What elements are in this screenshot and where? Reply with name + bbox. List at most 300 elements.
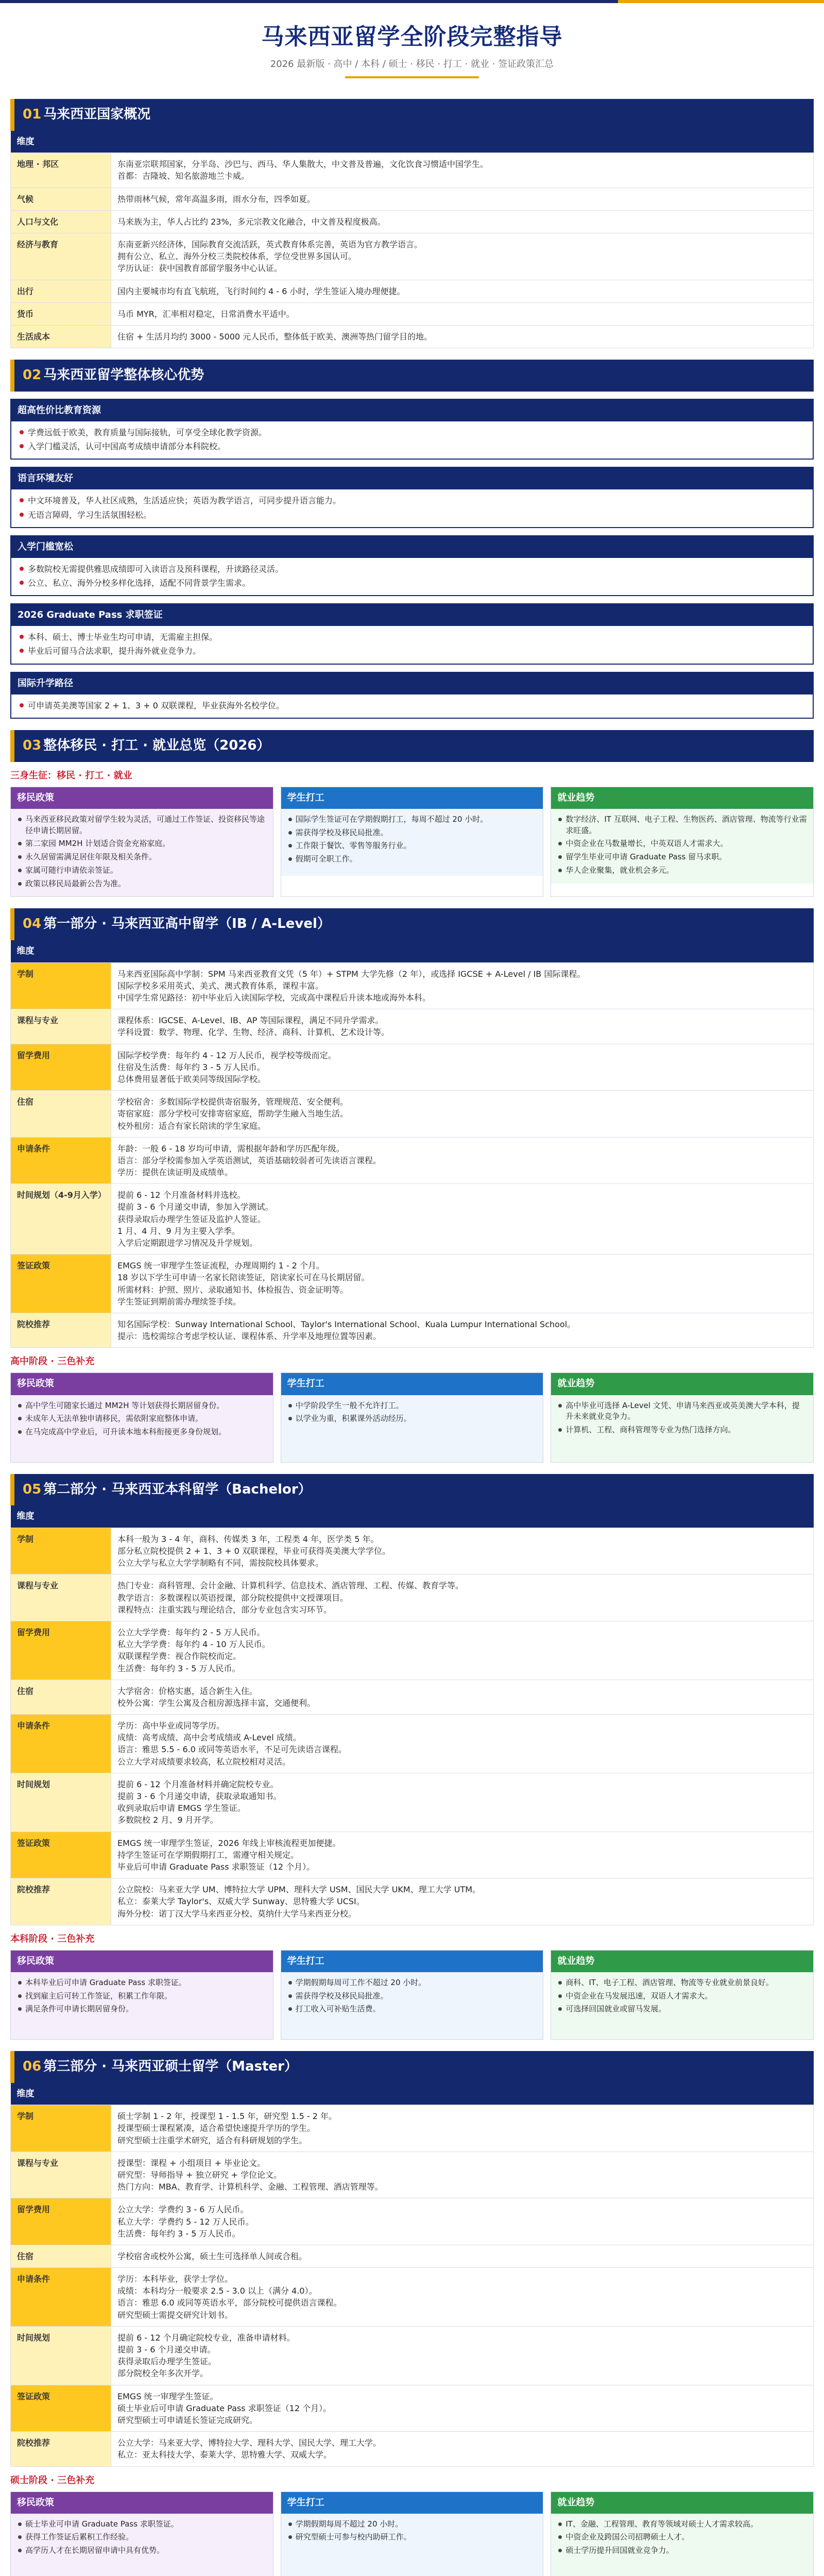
section-title-text: 第二部分 · 马来西亚本科留学（Bachelor）	[43, 1481, 312, 1497]
row-value-line: 语言：雅思 5.5 - 6.0 或同等英语水平，不足可先读语言课程。	[117, 1744, 347, 1755]
column-item: 数字经济、IT 互联网、电子工程、生物医药、酒店管理、物流等行业需求旺盛。	[557, 813, 807, 838]
row-key: 住宿	[11, 1680, 111, 1714]
column-item: 需获得学校及移民局批准。	[287, 826, 537, 840]
section-number: 01	[23, 106, 42, 122]
info-table-overview	[10, 131, 814, 349]
row-value	[111, 1528, 814, 1574]
row-value-line: 提前 6 - 12 个月准备材料并选校。	[117, 1190, 246, 1200]
row-value-line: 寄宿家庭：部分学校可安排寄宿家庭，帮助学生融入当地生活。	[117, 1109, 349, 1119]
row-value-line: 首都：吉隆坡、知名旅游地兰卡威。	[117, 171, 250, 181]
table-row	[11, 302, 814, 325]
row-value	[111, 1680, 814, 1714]
advantage-item: 可申请英美澳等国家 2 + 1、3 + 0 双联课程，毕业获海外名校学位。	[19, 699, 805, 713]
row-value-line: 获得录取后办理学生签证及监护人签证。	[117, 1214, 266, 1224]
column-item: 硕士毕业可申请 Graduate Pass 求职签证。	[17, 2518, 267, 2531]
row-value-line: 中国学生常见路径：初中毕业后入读国际学校，完成高中课程后升读本地或海外本科。	[117, 993, 431, 1003]
column-heading: 学生打工	[281, 787, 543, 809]
column-body	[11, 809, 273, 897]
row-value	[111, 233, 814, 280]
column-item: 中学阶段学生一般不允许打工。	[287, 1399, 537, 1413]
advantage-list	[11, 626, 813, 663]
info-table-bachelor	[10, 1505, 814, 1925]
column-item: 假期可全职工作。	[287, 853, 537, 866]
column-body	[551, 2514, 813, 2576]
table-head-cell: 维度	[11, 2083, 814, 2105]
guide-page	[10, 3, 814, 2576]
row-key: 地理 · 邦区	[11, 153, 111, 188]
row-value-line: 总体费用显著低于欧美同等级国际学校。	[117, 1074, 266, 1084]
section-number: 03	[23, 737, 42, 753]
row-key: 学制	[11, 2105, 111, 2152]
row-value-line: 研究型：导师指导 + 独立研究 + 学位论文。	[117, 2170, 282, 2180]
column-immigration	[10, 1372, 273, 1462]
row-value-line: 公立院校：马来亚大学 UM、博特拉大学 UPM、理科大学 USM、国民大学 UKM、理工大学 UTM。	[117, 1885, 481, 1895]
table-row	[11, 1009, 814, 1044]
row-value-line: 双联课程学费：视合作院校而定。	[117, 1651, 242, 1662]
row-value-line: 部分私立院校提供 2 + 1、3 + 0 双联课程，毕业可获得英美澳大学学位。	[117, 1546, 391, 1556]
section-title-highschool	[10, 908, 814, 940]
column-item: 硕士学历提升回国就业竞争力。	[557, 2544, 807, 2557]
row-value	[111, 2198, 814, 2245]
row-value	[111, 2385, 814, 2432]
section-title-master	[10, 2051, 814, 2083]
column-item: 需获得学校及移民局批准。	[287, 1990, 537, 2003]
table-row	[11, 1255, 814, 1313]
row-value-line: 1 月、4 月、9 月为主要入学季。	[117, 1226, 240, 1236]
table-row	[11, 1184, 814, 1255]
column-item: 高中学生可随家长通过 MM2H 等计划获得长期居留身份。	[17, 1399, 267, 1413]
row-key: 院校推荐	[11, 1313, 111, 1347]
row-value	[111, 325, 814, 348]
row-key: 签证政策	[11, 2385, 111, 2432]
advantage-list	[11, 558, 813, 595]
triple-columns-highschool	[10, 1372, 814, 1462]
row-value	[111, 1715, 814, 1773]
section-title-summary	[10, 730, 814, 762]
column-heading: 移民政策	[11, 1373, 273, 1395]
row-value-line: 持学生签证可在学期假期打工，需遵守相关规定。	[117, 1850, 299, 1860]
row-value	[111, 1773, 814, 1832]
row-value-line: 海外分校：诺丁汉大学马来西亚分校、莫纳什大学马来西亚分校。	[117, 1908, 357, 1919]
row-value-line: 住宿 + 生活月均约 3000 - 5000 元人民币，整体低于欧美、澳洲等热门留学目的地。	[117, 331, 433, 342]
row-value-line: 大学宿舍：价格实惠，适合新生入住。	[117, 1686, 258, 1696]
row-value-line: 提前 6 - 12 个月确定院校专业，准备申请材料。	[117, 2332, 295, 2343]
row-value-line: 学历：本科毕业，获学士学位。	[117, 2274, 233, 2284]
table-row	[11, 2245, 814, 2267]
row-value-line: 获得录取后办理学生签证。	[117, 2357, 217, 2367]
row-value-line: 东南亚新兴经济体，国际教育交流活跃，英式教育体系完善，英语为官方教学语言。	[117, 239, 423, 249]
column-body	[551, 1972, 813, 2039]
row-value-line: 校外租房：适合有家长陪读的学生家庭。	[117, 1121, 266, 1131]
row-value-line: 课程体系：IGCSE、A-Level、IB、AP 等国际课程，满足不同升学需求。	[117, 1015, 384, 1026]
row-value-line: 提前 3 - 6 个月递交申请，参加入学测试。	[117, 1202, 273, 1212]
section-title-text: 马来西亚留学整体核心优势	[43, 367, 204, 383]
row-value-line: 研究型硕士注重学术研究，适合有科研规划的学生。	[117, 2135, 307, 2145]
row-value-line: 热门专业：商科管理、会计金融、计算机科学、信息技术、酒店管理、工程、传媒、教育学等。	[117, 1581, 464, 1591]
row-value-line: 私立大学：学费约 5 - 12 万人民币。	[117, 2216, 254, 2227]
table-row	[11, 1313, 814, 1347]
row-value-line: 公立大学学费：每年约 2 - 5 万人民币。	[117, 1627, 265, 1637]
row-key: 生活成本	[11, 325, 111, 348]
row-key: 货币	[11, 302, 111, 325]
row-value-line: 所需材料：护照、照片、录取通知书、体检报告、资金证明等。	[117, 1284, 349, 1295]
row-value	[111, 210, 814, 233]
advantage-item: 公立、私立、海外分校多样化选择，适配不同背景学生需求。	[19, 576, 805, 590]
row-value	[111, 1137, 814, 1184]
row-key: 气候	[11, 188, 111, 210]
row-value-line: 马币 MYR，汇率相对稳定，日常消费水平适中。	[117, 309, 295, 319]
advantage-block	[10, 672, 814, 719]
column-immigration	[10, 787, 273, 897]
column-item: 中资企业在马发展迅速，双语人才需求大。	[557, 1990, 807, 2003]
column-employment	[551, 787, 814, 897]
row-key: 时间规划	[11, 1773, 111, 1832]
table-head-row	[11, 131, 814, 153]
row-value	[111, 153, 814, 188]
advantage-item: 多数院校无需提供雅思成绩即可入读语言及预科课程，升读路径灵活。	[19, 562, 805, 576]
row-key: 住宿	[11, 2245, 111, 2267]
advantage-item: 入学门槛灵活，认可中国高考成绩申请部分本科院校。	[19, 439, 805, 453]
column-item: 研究型硕士可参与校内助研工作。	[287, 2531, 537, 2544]
row-value-line: EMGS 统一审理学生签证，2026 年线上审核流程更加便捷。	[117, 1838, 341, 1848]
triple-label-bachelor: 本科阶段 · 三色补充	[10, 1933, 95, 1944]
column-body	[281, 809, 543, 876]
row-value	[111, 1832, 814, 1878]
column-body	[281, 1395, 543, 1462]
row-value-line: 教学语言：多数课程以英语授课，部分院校提供中文授课项目。	[117, 1592, 349, 1603]
row-key: 住宿	[11, 1091, 111, 1138]
table-head-row	[11, 2083, 814, 2105]
table-row	[11, 1715, 814, 1773]
row-value-line: 马来西亚国际高中学制：SPM 马来西亚教育文凭（5 年）+ STPM 大学先修（2 年），或选择 IGCSE + A-Level / IB 国际课程。	[117, 969, 586, 979]
column-item: 满足条件可申请长期居留身份。	[17, 2003, 267, 2016]
row-key: 出行	[11, 280, 111, 302]
section-bachelor	[10, 1474, 814, 2040]
table-head-row	[11, 940, 814, 962]
row-value	[111, 962, 814, 1009]
advantage-item: 学费远低于欧美，教育质量与国际接轨，可享受全球化教学资源。	[19, 426, 805, 439]
row-value	[111, 1313, 814, 1347]
advantage-heading: 国际升学路径	[11, 673, 813, 694]
table-row	[11, 1044, 814, 1091]
column-employment	[551, 2492, 814, 2576]
triple-columns-summary	[10, 787, 814, 897]
column-heading: 移民政策	[11, 1951, 273, 1972]
column-body	[11, 1395, 273, 1462]
row-value-line: 学历：高中毕业或同等学历。	[117, 1721, 225, 1731]
triple-label-master: 硕士阶段 · 三色补充	[10, 2475, 95, 2486]
column-body	[281, 2514, 543, 2576]
section-overview	[10, 99, 814, 348]
table-head-cell: 维度	[11, 940, 814, 962]
row-value-line: 硕士学制 1 - 2 年，授课型 1 - 1.5 年，研究型 1.5 - 2 年。	[117, 2111, 337, 2122]
table-row	[11, 1137, 814, 1184]
advantage-list	[11, 694, 813, 718]
row-value-line: 公立大学：马来亚大学、博特拉大学、理科大学、国民大学、理工大学。	[117, 2438, 382, 2448]
row-key: 课程与专业	[11, 1009, 111, 1044]
column-item: 找到雇主后可转工作签证，积累工作年限。	[17, 1990, 267, 2003]
row-value-line: 国际学校多采用英式、美式、澳式教育体系，课程丰富。	[117, 980, 324, 991]
row-value-line: EMGS 统一审理学生签证流程，办理周期约 1 - 2 个月。	[117, 1261, 325, 1271]
column-immigration	[10, 2492, 273, 2576]
column-heading: 学生打工	[281, 1951, 543, 1972]
section-title-text: 整体移民 · 打工 · 就业总览（2026）	[43, 737, 270, 753]
column-item: 国际学生签证可在学期假期打工，每周不超过 20 小时。	[287, 813, 537, 826]
row-value-line: 成绩：高考成绩、高中会考成绩或 A-Level 成绩。	[117, 1733, 301, 1743]
row-value-line: 提前 6 - 12 个月准备材料并确定院校专业。	[117, 1779, 279, 1789]
row-value-line: 学科设置：数学、物理、化学、生物、经济、商科、计算机、艺术设计等。	[117, 1027, 390, 1038]
column-item: 以学业为重，积累课外活动经历。	[287, 1412, 537, 1426]
row-value-line: 本科一般为 3 - 4 年，商科、传媒类 3 年，工程类 4 年，医学类 5 年。	[117, 1534, 379, 1544]
row-value-line: 语言：雅思 6.0 或同等英语水平，部分院校可提供语言课程。	[117, 2298, 342, 2308]
column-item: 高学历人才在长期居留申请中具有优势。	[17, 2544, 267, 2557]
row-value-line: 年龄：一般 6 - 18 岁均可申请，需根据年龄和学历匹配年级。	[117, 1143, 345, 1154]
table-row	[11, 2268, 814, 2327]
row-value-line: 课程特点：注重实践与理论结合，部分专业包含实习环节。	[117, 1604, 332, 1615]
row-value-line: 入学后定期跟进学习情况及升学规划。	[117, 1238, 258, 1248]
column-item: 学期假期每周可工作不超过 20 小时。	[287, 1976, 537, 1990]
row-value	[111, 1621, 814, 1680]
table-row	[11, 1680, 814, 1714]
row-value	[111, 1009, 814, 1044]
row-value-line: 校外公寓：学生公寓及合租房源选择丰富，交通便利。	[117, 1698, 316, 1708]
advantage-list	[11, 421, 813, 459]
row-value-line: 研究型硕士需提交研究计划书。	[117, 2310, 233, 2320]
section-number: 06	[23, 2058, 42, 2074]
table-row	[11, 2385, 814, 2432]
advantage-heading: 2026 Graduate Pass 求职签证	[11, 604, 813, 626]
column-item: 政策以移民局最新公告为准。	[17, 877, 267, 891]
row-value-line: 部分院校全年多次开学。	[117, 2368, 209, 2379]
row-value-line: 住宿及生活费：每年约 3 - 5 万人民币。	[117, 1062, 265, 1072]
advantage-heading: 入学门槛宽松	[11, 536, 813, 558]
section-number: 02	[23, 367, 42, 383]
row-key: 申请条件	[11, 2268, 111, 2327]
column-item: 永久居留需满足居住年限及相关条件。	[17, 851, 267, 864]
table-head-cell: 维度	[11, 1505, 814, 1528]
row-value-line: 私立大学学费：每年约 4 - 10 万人民币。	[117, 1639, 270, 1650]
table-row	[11, 1528, 814, 1574]
table-row	[11, 188, 814, 210]
column-item: 学期假期每周不超过 20 小时。	[287, 2518, 537, 2531]
advantage-heading: 超高性价比教育资源	[11, 400, 813, 421]
column-employment	[551, 1372, 814, 1462]
advantage-list	[11, 489, 813, 527]
table-row	[11, 1574, 814, 1621]
table-row	[11, 153, 814, 188]
row-value-line: 授课型硕士课程紧凑，适合希望快速提升学历的学生。	[117, 2123, 316, 2133]
column-part-time-work	[281, 2492, 544, 2576]
row-key: 院校推荐	[11, 2432, 111, 2466]
column-item: 本科毕业后可申请 Graduate Pass 求职签证。	[17, 1976, 267, 1990]
row-value-line: 公立大学与私立大学学制略有不同，需按院校具体要求。	[117, 1558, 324, 1568]
row-key: 学制	[11, 962, 111, 1009]
column-heading: 移民政策	[11, 787, 273, 809]
triple-columns-master	[10, 2492, 814, 2576]
table-row	[11, 1878, 814, 1925]
page-title: 马来西亚留学全阶段完整指导	[261, 24, 563, 50]
row-key: 课程与专业	[11, 1574, 111, 1621]
row-value-line: 公立大学：学费约 3 - 6 万人民币。	[117, 2205, 249, 2215]
row-value-line: 学历认证：获中国教育部留学服务中心认证。	[117, 263, 283, 274]
row-key: 留学费用	[11, 2198, 111, 2245]
section-number: 05	[23, 1481, 42, 1497]
row-value-line: 毕业后可申请 Graduate Pass 求职签证（12 个月）。	[117, 1861, 315, 1872]
row-value	[111, 188, 814, 210]
row-value-line: 热门方向：MBA、教育学、计算机科学、金融、工程管理、酒店管理等。	[117, 2182, 383, 2192]
row-value	[111, 1878, 814, 1925]
table-row	[11, 1091, 814, 1138]
page-header	[10, 3, 814, 88]
section-title-advantages	[10, 360, 814, 392]
column-immigration	[10, 1950, 273, 2040]
advantage-item: 毕业后可留马合法求职，提升海外就业竞争力。	[19, 644, 805, 658]
row-key: 申请条件	[11, 1137, 111, 1184]
column-item: 获得工作签证后累积工作经验。	[17, 2531, 267, 2544]
column-body	[281, 1972, 543, 2039]
row-value	[111, 2151, 814, 2198]
column-part-time-work	[281, 787, 544, 897]
column-heading: 就业趋势	[551, 2492, 813, 2514]
column-item: 在马完成高中学业后，可升读本地本科衔接更多身份规划。	[17, 1426, 267, 1439]
advantage-heading: 语言环境友好	[11, 468, 813, 489]
row-value-line: 学校宿舍或校外公寓，硕士生可选择单人间或合租。	[117, 2251, 307, 2261]
section-number: 04	[23, 916, 42, 932]
column-part-time-work	[281, 1950, 544, 2040]
row-value-line: 学历：提供在读证明及成绩单。	[117, 1167, 233, 1178]
row-key: 院校推荐	[11, 1878, 111, 1925]
table-row	[11, 962, 814, 1009]
column-item: 中资企业在马数量增长，中英双语人才需求大。	[557, 837, 807, 851]
row-value-line: 马来族为主，华人占比约 23%，多元宗教文化融合，中文普及程度极高。	[117, 216, 386, 227]
column-item: 计算机、工程、商科管理等专业为热门选择方向。	[557, 1423, 807, 1437]
row-key: 留学费用	[11, 1044, 111, 1091]
table-row	[11, 325, 814, 348]
row-value-line: 18 岁以下学生可申请一名家长陪读签证，陪读家长可在马长期居留。	[117, 1273, 370, 1283]
column-heading: 就业趋势	[551, 787, 813, 809]
section-master	[10, 2051, 814, 2576]
row-value-line: EMGS 统一审理学生签证。	[117, 2391, 218, 2401]
row-value	[111, 1184, 814, 1255]
advantage-item: 本科、硕士、博士毕业生均可申请，无需雇主担保。	[19, 630, 805, 644]
row-value-line: 拥有公立、私立、海外分校三类院校体系，学位受世界多国认可。	[117, 251, 357, 262]
column-part-time-work	[281, 1372, 544, 1462]
row-value	[111, 2268, 814, 2327]
column-employment	[551, 1950, 814, 2040]
advantage-item: 无语言障碍，学习生活氛围轻松。	[19, 508, 805, 522]
row-value-line: 知名国际学校：Sunway International School、Taylor's International School、Kuala Lumpur International School。	[117, 1319, 576, 1329]
table-row	[11, 280, 814, 302]
row-value	[111, 1091, 814, 1138]
advantage-block	[10, 535, 814, 596]
advantage-block	[10, 399, 814, 460]
row-key: 签证政策	[11, 1832, 111, 1878]
info-table-highschool	[10, 940, 814, 1348]
row-value	[111, 1574, 814, 1621]
column-item: 中资企业及跨国公司招聘硕士人才。	[557, 2531, 807, 2544]
section-title-text: 马来西亚国家概况	[43, 106, 151, 122]
column-body	[551, 1395, 813, 1462]
row-key: 申请条件	[11, 1715, 111, 1773]
row-value	[111, 2326, 814, 2385]
table-row	[11, 233, 814, 280]
table-row	[11, 210, 814, 233]
advantage-block	[10, 467, 814, 528]
row-key: 签证政策	[11, 1255, 111, 1313]
row-value-line: 多数院校 2 月、9 月开学。	[117, 1815, 218, 1825]
page-subtitle: 2026 最新版 · 高中 / 本科 / 硕士 · 移民 · 打工 · 就业 · 签证政策汇总	[270, 58, 554, 70]
column-item: 第二家园 MM2H 计划适合资金充裕家庭。	[17, 837, 267, 851]
column-heading: 就业趋势	[551, 1373, 813, 1395]
column-item: IT、金融、工程管理、教育等领域对硕士人才需求较高。	[557, 2518, 807, 2531]
column-heading: 移民政策	[11, 2492, 273, 2514]
row-value	[111, 280, 814, 302]
row-value-line: 硕士毕业后可申请 Graduate Pass 求职签证（12 个月）。	[117, 2403, 332, 2413]
row-value	[111, 302, 814, 325]
advantage-block	[10, 603, 814, 664]
triple-columns-bachelor	[10, 1950, 814, 2040]
column-item: 高中毕业可选择 A-Level 文凭、申请马来西亚或英美澳大学本科，提升未来就业竞争力。	[557, 1399, 807, 1424]
column-item: 未成年人无法单独申请移民，需依附家庭整体申请。	[17, 1412, 267, 1426]
row-value	[111, 1255, 814, 1313]
row-value	[111, 2432, 814, 2466]
row-value-line: 收到录取后申请 EMGS 学生签证。	[117, 1803, 246, 1814]
advantage-item: 中文环境普及，华人社区成熟，生活适应快；英语为教学语言，可同步提升语言能力。	[19, 494, 805, 507]
row-value-line: 私立：亚太科技大学、泰莱大学、思特雅大学、双威大学。	[117, 2450, 332, 2460]
row-key: 课程与专业	[11, 2151, 111, 2198]
row-value-line: 热带雨林气候，常年高温多雨，雨水分布，四季如夏。	[117, 194, 316, 204]
row-value-line: 提示：选校需综合考虑学校认证、课程体系、升学率及地理位置等因素。	[117, 1331, 382, 1342]
table-row	[11, 2151, 814, 2198]
table-row	[11, 2198, 814, 2245]
row-value-line: 东南亚宗联邦国家，分半岛、沙巴与、西马、华人集散大，中文普及普遍，文化饮食习惯适中国学生。	[117, 159, 489, 170]
row-value-line: 生活费：每年约 3 - 5 万人民币。	[117, 1663, 241, 1673]
table-row	[11, 2326, 814, 2385]
column-heading: 学生打工	[281, 2492, 543, 2514]
row-value-line: 研究型硕士可申请延长签证完成研究。	[117, 2415, 258, 2425]
column-heading: 就业趋势	[551, 1951, 813, 1972]
column-item: 打工收入可补贴生活费。	[287, 2003, 537, 2016]
row-value	[111, 2245, 814, 2267]
section-highschool	[10, 908, 814, 1462]
row-key: 时间规划（4-9月入学）	[11, 1184, 111, 1255]
table-row	[11, 1773, 814, 1832]
triple-label-summary: 三身生征：移民 · 打工 · 就业	[10, 770, 132, 781]
row-value-line: 私立：泰莱大学 Taylor's、双威大学 Sunway、思特雅大学 UCSI。	[117, 1896, 365, 1907]
column-item: 留学生毕业可申请 Graduate Pass 留马求职。	[557, 851, 807, 864]
row-value	[111, 2105, 814, 2152]
row-value-line: 提前 3 - 6 个月递交申请，获取录取通知书。	[117, 1791, 282, 1802]
row-key: 人口与文化	[11, 210, 111, 233]
row-value-line: 公立大学对成绩要求较高，私立院校相对灵活。	[117, 1756, 291, 1767]
section-title-overview	[10, 99, 814, 131]
column-item: 商科、IT、电子工程、酒店管理、物流等专业就业前景良好。	[557, 1976, 807, 1990]
table-head-row	[11, 1505, 814, 1528]
section-title-text: 第三部分 · 马来西亚硕士留学（Master）	[43, 2058, 298, 2074]
table-head-cell: 维度	[11, 131, 814, 153]
title-underline	[345, 76, 479, 78]
row-value-line: 生活费：每年约 3 - 5 万人民币。	[117, 2228, 241, 2239]
column-body	[11, 2514, 273, 2576]
row-key: 留学费用	[11, 1621, 111, 1680]
row-value-line: 成绩：本科均分一般要求 2.5 - 3.0 以上（满分 4.0）。	[117, 2286, 317, 2296]
section-title-text: 第一部分 · 马来西亚高中留学（IB / A-Level）	[43, 916, 331, 932]
table-row	[11, 1832, 814, 1878]
row-value-line: 国际学校学费：每年约 4 - 12 万人民币，视学校等级而定。	[117, 1050, 336, 1060]
row-value	[111, 1044, 814, 1091]
row-value-line: 授课型：课程 + 小组项目 + 毕业论文。	[117, 2158, 266, 2168]
table-row	[11, 1621, 814, 1680]
